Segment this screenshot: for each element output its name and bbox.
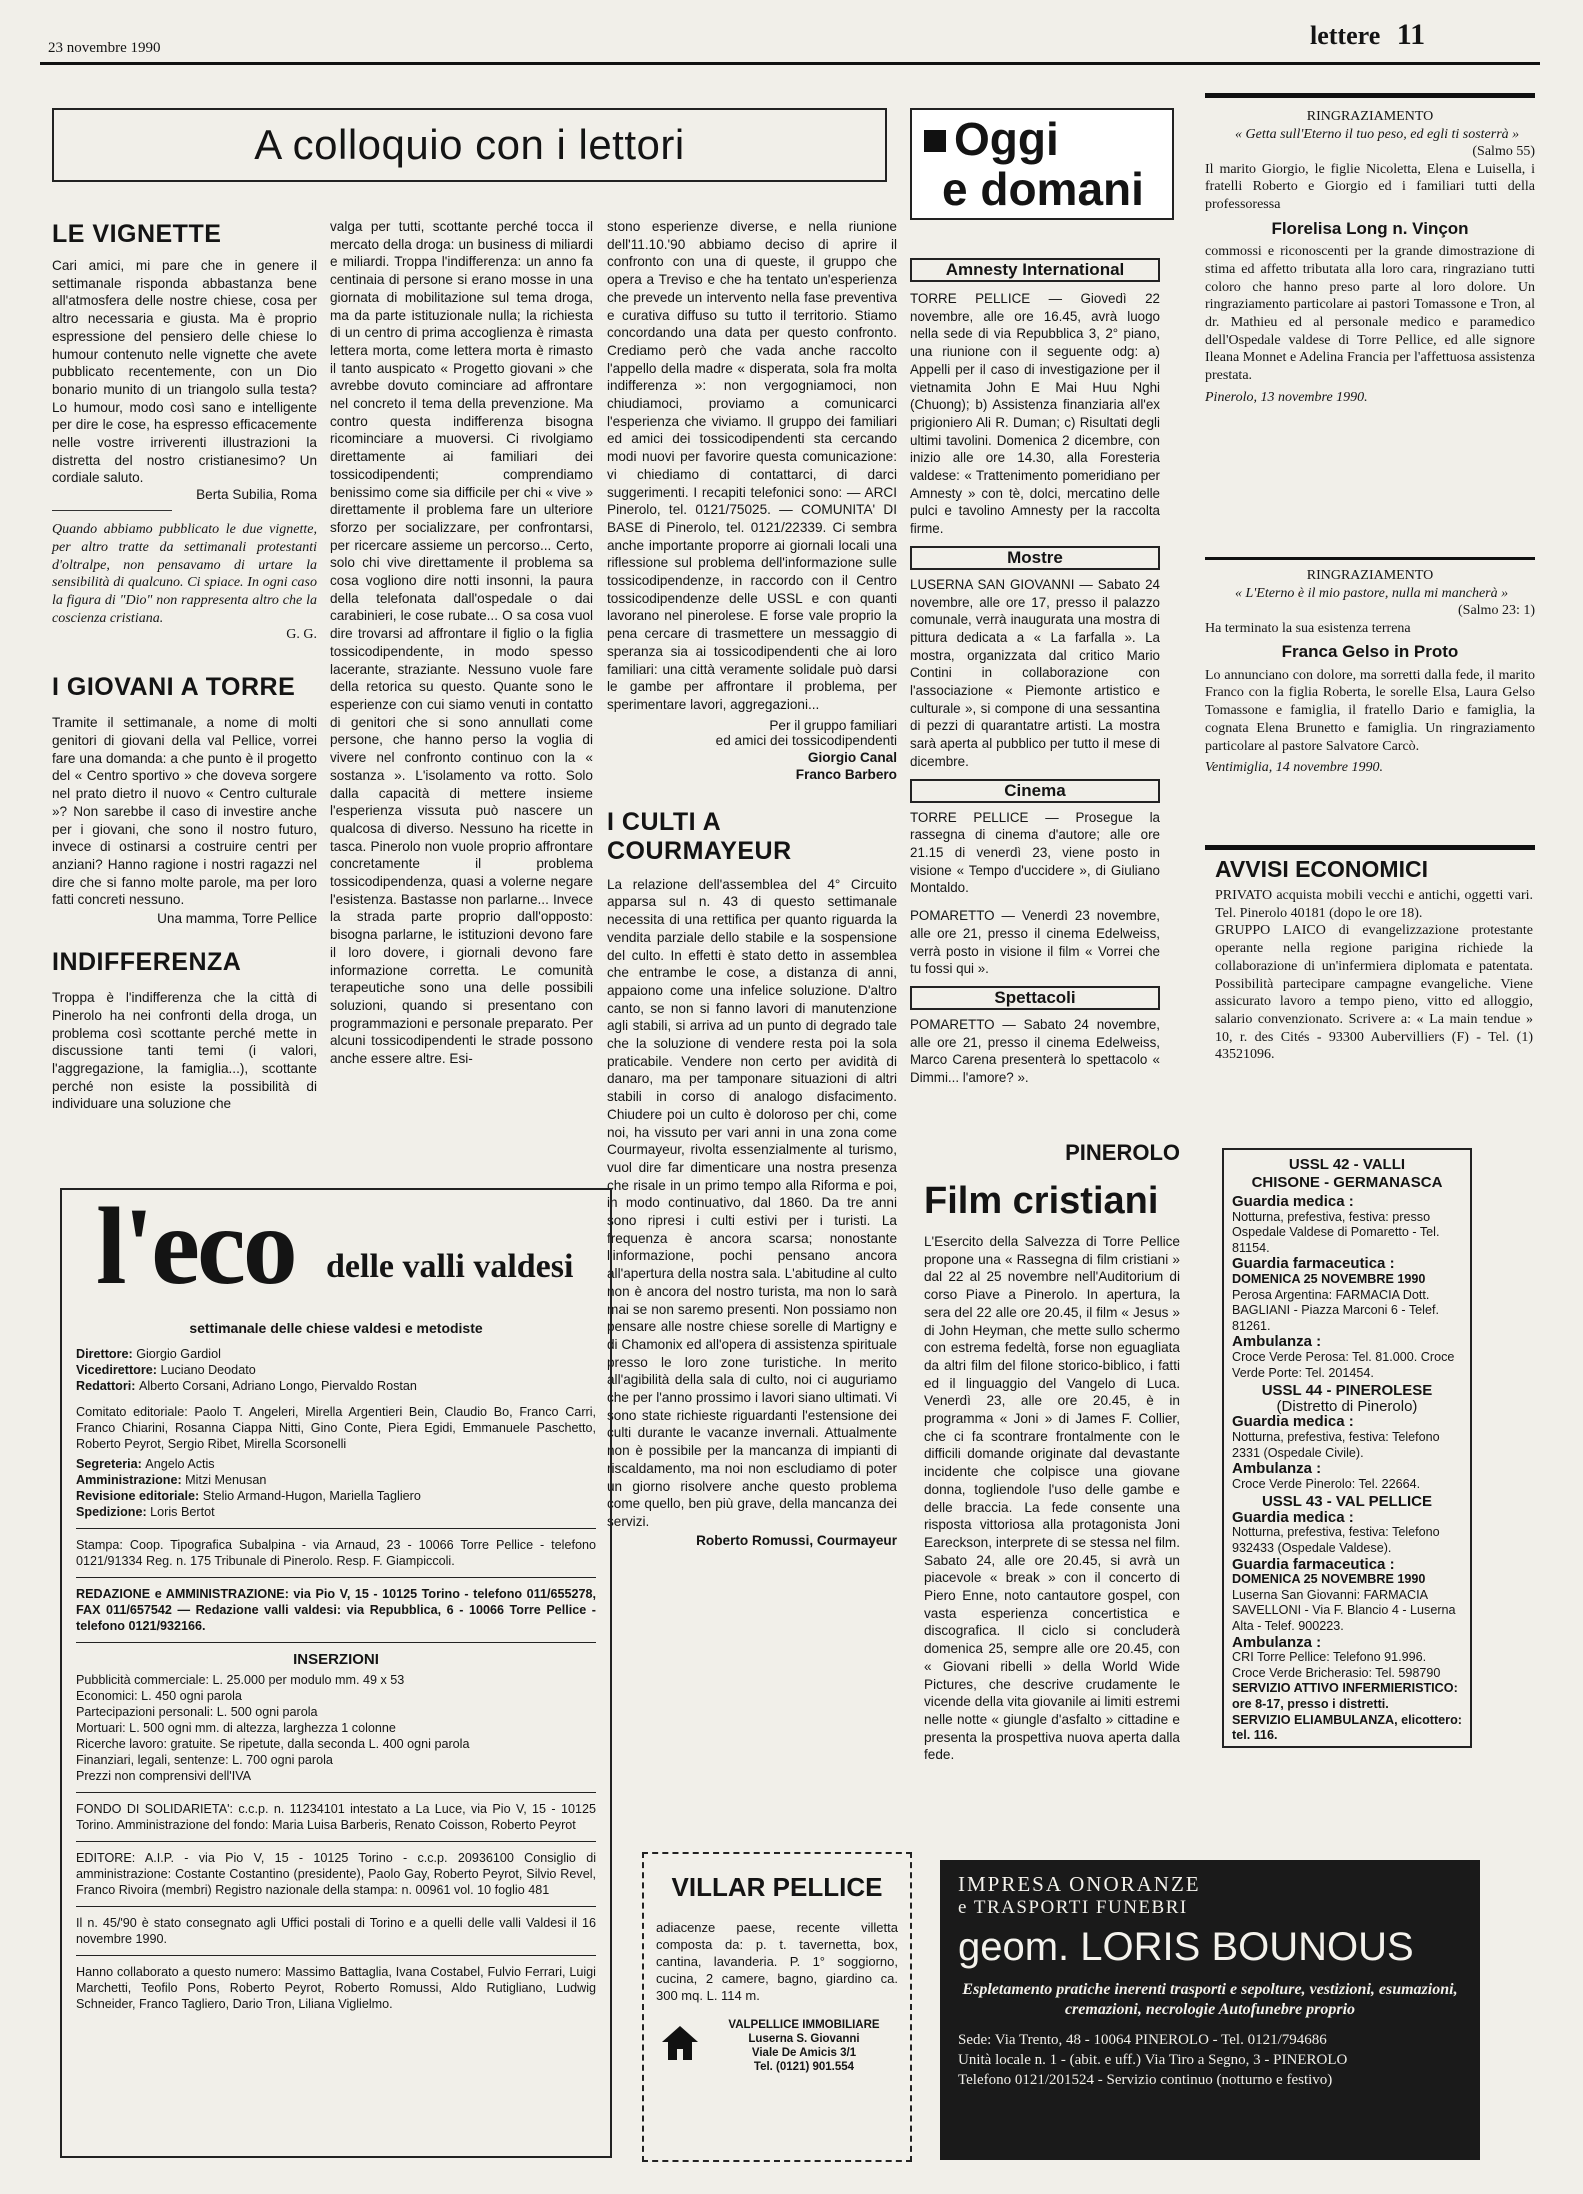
staff-role: Redattori: [76,1379,139,1393]
indifferenza-sig-2: ed amici dei tossicodipendenti [715,732,897,748]
inserzione-item: Pubblicità commerciale: L. 25.000 per modulo mm. 49 x 53 [76,1673,405,1687]
eco-staff-2 [76,1456,596,1520]
eco-divider [76,1642,596,1643]
indifferenza-sig-4: Franco Barbero [795,766,897,782]
ussl43-guardia-farm: Luserna San Giovanni: FARMACIA SAVELLONI - Via F. Blancio 4 - Luserna Alta - Telef. 900223. [1232,1587,1456,1634]
ussl42-ambulanza: Croce Verde Perosa: Tel. 81.000. Croce Verde Porte: Tel. 201454. [1232,1349,1455,1380]
vignette-text: Cari amici, mi pare che in genere il settimanale risponda abbastanza bene all'atmosfera delle nostre chiese, cosa per altro necessaria e giusta. Ma è proprio espressione del pensiero delle chiese lo humour contenuto nelle vignette che avete pubblicato recentemente, con un Dio bonario munito di un triangolo sulla testa? Lo humour, modo così sano e intelligente per dire le cose, ha espresso efficacemente nelle vostre irriverenti illustrazioni la distretta del nostro cristianesimo? Un cordiale saluto. [52,258,317,486]
inserzioni-title: INSERZIONI [293,1651,379,1668]
ussl43-guardia-medica: Notturna, prefestiva, festiva: Telefono 932433 (Ospedale Valdese). [1232,1525,1440,1556]
letters-column-3 [607,218,897,1548]
cinema-text-2: POMARETTO — Venerdì 23 novembre, alle ore 21, presso il cinema Edelweiss, verrà posto in visione il film « Vorrei che tu fossi qui ». [910,908,1160,977]
staff-row [76,1456,596,1472]
culti-title-2: COURMAYEUR [607,836,792,865]
inserzione-item: Mortuari: L. 500 ogni mm. di altezza, larghezza 1 colonne [76,1721,396,1735]
eco-logo-row [76,1185,596,1320]
indifferenza-text-2: valga per tutti, scottante perché tocca il mercato della droga: un business di miliardi e miliardi. Troppa l'indifferenza: un anno fa centinaia di persone si erano mosse in una giornata di mobilitazione sul tema droga, ma da parte istituzionale nulla; la richiesta di un centro di prima accoglienza è rimasta lettera morta, come lettera morta è rimasto il tanto auspicato « Progetto giovani » che avrebbe dovuto cominciare ad affrontare nel concreto il tema della prevenzione. Ma contro questa indifferenza bisogna ricominciare a muoversi. Ci rivolgiamo direttamente ai familiari dei tossicodipendenti; comprendiamo benissimo come sia difficile per chi « vive » direttamente il problema fare un ulteriore sforzo per socializzare, per confrontarsi, per ricercare assieme un percorso... Certo, solo chi vive direttamente il problema sa cosa vogliono dire notti insonni, la paura della telefonata dall'ospedale o dai carabinieri, le cose rubate... O sa cosa vuol dire trovarsi ad affrontare il figlio o la figlia tossicodipendente, in modo spesso lacerante, straziante. Nessuno vuole fare della retorica su questo. Quante sono le esperienze con cui siamo venuti in contatto di genitori che si sono annullati come persone, che hanno perso la voglia di vivere nel confronto continuo con la « sostanza ». L'isolamento va rotto. Solo dalla capacità di mettere insieme l'esperienza vissuta può nascere un qualcosa di diverso. Nessuno ha ricette in tasca. Pinerolo non vuole proprio affrontare concretamente il problema tossicodipendenza, quasi a volerne negare l'esistenza. Bastasse non parlarne... Invece la strada parte proprio dall'opposto: bisogna parlarne, le istituzioni devono fare il loro dovere, i giornali devono fare informazione corretta. Le comunità terapeutiche sono una delle possibili soluzioni, quando si presentano con programmazioni e personale preparato. Per alcuni tossicodipendenti le strade possono anche essere altre. Esi- [330,219,593,1067]
inserzione-item: Ricerche lavoro: gratuite. Se ripetute, dalla seconda L. 400 ogni parola [76,1737,470,1751]
villar-title: VILLAR PELLICE [671,1872,883,1902]
ring2-place: Ventimiglia, 14 novembre 1990. [1205,760,1383,776]
house-icon [656,2018,704,2066]
avvisi-economici [1215,856,1533,1064]
inserzione-item: Finanziari, legali, sentenze: L. 700 ogni parola [76,1753,333,1767]
staff-row [76,1472,596,1488]
staff-role: Vicedirettore: [76,1363,161,1377]
culti-text: La relazione dell'assemblea del 4° Circuito apparsa sul n. 43 di questo settimanale necessita di una rettifica per quanto riguarda la vendita parziale dello stabile e la sospensione del culto. In effetti è stato detto in assemblea che entrambe le cose, a distanza di anni, appaiono come una infelice soluzione. D'altro canto, se non si fanno lavori di manutenzione agli stabili, si arriva ad un punto di degrado tale che la soluzione di vendere resta poi la sola praticabile. Vendere non certo per avidità di danaro, ma per tamponare situazioni di altri stabili in corso di analogo disfacimento. Chiudere poi un culto è doloroso per chi, come noi, ha vissuto per vari anni in una zona come Courmayeur, rivolta essenzialmente al turismo, vuol dire far dimenticare una nostra presenza che risale in un primo tempo alla Riforma e poi, in modo continuativo, dal 1860. Da tre anni sono ripresi i culti estivi per i turisti. La frequenza è ancora scarsa; nonostante l'informazione, pochi pensano ancora all'apertura della nostra sala. L'abitudine al culto non è ancora del nostro turista, ma non lo sarà mai se non saremo presenti. Non possiamo non pensare alle nostre chiese sorelle di Martigny e di Chamonix ed all'opera di assistenza spirituale presso le loro zone turistiche. In merito all'agibilità della sala di culto, noi ci auguriamo che per l'anno prossimo i lavori siano ultimati. Vi sono state richieste riguardanti l'estensione dei culti durante le vacanze invernali. Attualmente non è possibile per la mancanza di impianti di riscaldamento, ma noi non escludiamo di poter un giorno risolvere anche questo problema come quello, ben più grave, della mancanza dei servizi. [607,876,897,1529]
villar-tel: Tel. (0121) 901.554 [753,2061,855,2073]
ussl43-guardia-medica-title: Guardia medica : [1232,1508,1354,1526]
section-title [1310,18,1425,52]
eco-consegnato: Il n. 45/'90 è stato consegnato agli Uffici postali di Torino e a quelli delle valli Valdesi il 16 novembre 1990. [76,1916,596,1946]
staff-names: Stelio Armand-Hugon, Mariella Tagliero [202,1489,421,1503]
indifferenza-sig-1: Per il gruppo familiari [769,717,897,733]
giovani-signature: Una mamma, Torre Pellice [157,911,317,927]
ring1-verse: « Getta sull'Eterno il tuo peso, ed egli ti sosterrà » [1235,126,1520,142]
indifferenza-title: INDIFFERENZA [52,948,242,977]
vignette-reply: Quando abbiamo pubblicato le due vignette, per altro tratte da settimanali protestanti d'oltralpe, non pensavamo di urtare la sensibilità di qualcuno. Ci spiace. In ogni caso la figura di "Dio" non rappresenta altro che la coscienza cristiana. [52,522,317,626]
staff-names: Luciano Deodato [160,1363,256,1377]
eco-staff [76,1346,596,1394]
ussl42-guardia-farm-title: Guardia farmaceutica : [1232,1255,1395,1273]
letters-column-1 [52,220,317,1113]
culti-signature: Roberto Romussi, Courmayeur [696,1532,897,1548]
ringraziamento-2 [1205,567,1535,777]
villar-text: adiacenze paese, recente villetta composta da: p. t. tavernetta, box, cantina, lavanderia. P. 1° soggiorno, cucina, 2 camere, bagno, giardino ca. 300 mq. L. 114 m. [656,1920,898,2003]
staff-row [76,1362,596,1378]
eco-comitato: Comitato editoriale: Paolo T. Angeleri, Mirella Argentieri Bein, Claudio Bo, Franco Carri, Franco Chiarini, Rosanna Ciappa Nitti, Gino Conte, Piera Egidi, Emmanuele Paschetto, Roberto Peyrot, Sergio Ribet, Mirella Scorsonelli [76,1405,596,1451]
eco-divider [76,1528,596,1529]
villar-ad [642,1852,912,2162]
ringraziamento-1 [1205,108,1535,406]
ussl42-guardia-farm: Perosa Argentina: FARMACIA Dott. BAGLIANI - Piazza Marconi 6 - Telef. 81261. [1232,1287,1439,1333]
ussl44-ambulanza: Croce Verde Pinerolo: Tel. 22664. [1232,1476,1421,1491]
eco-stampa: Stampa: Coop. Tipografica Subalpina - via Arnaud, 23 - 10066 Torre Pellice - telefono 0121/91334 Reg. n. 175 Tribunale di Pinerolo. Resp. F. Giampiccoli. [76,1538,596,1568]
giovani-text: Tramite il settimanale, a nome di molti genitori di giovani della val Pellice, vorrei fare una domanda: a che punto è il progetto del « Centro sportivo » che doveva sorgere nel prato dietro il nuovo « Centro culturale »? Non sarebbe il caso di investire anche per i giovani, che sono il nostro futuro, invece di ostinarsi a costruire centri per anziani? Hanno ragione i nostri ragazzi nel dire che si fanno molte parole, ma per loro fatti concreti nessuno. [52,715,317,908]
ring1-ref: (Salmo 55) [1472,144,1535,159]
pinerolo-label: PINEROLO [1065,1140,1180,1165]
pinerolo-section [924,1140,1180,1764]
servizio-infermieristico: SERVIZIO ATTIVO INFERMIERISTICO: ore 8-17, presso i distretti. [1232,1681,1458,1711]
page-date: 23 novembre 1990 [48,40,161,56]
domani-title: e domani [942,163,1144,215]
staff-role: Spedizione: [76,1505,151,1519]
culti-title-1: I CULTI A [607,807,722,836]
ring1-name: Florelisa Long n. Vinçon [1271,218,1469,238]
indifferenza-text-3: stono esperienze diverse, e nella riunione dell'11.10.'90 abbiamo deciso di aprire il confronto con una di queste, il gruppo che opera a Treviso e che ha tentato un'esperienza che prevede un intervento nella fase preventiva e curativa diffuso su tutto il territorio. Stiamo concordando una data per questo confronto. Crediamo però che vada anche raccolto l'appello della madre « disperata, sola fra molta indifferenza »: non vergogniamoci, non chiudiamoci, proviamo a comunicarci l'esperienza che viviamo. Il gruppo dei familiari ed amici dei tossicodipendenti sta cercando modi nuovi per favorire questa comunicazione: vi chiediamo di contattarci, di darci suggerimenti. I recapiti telefonici sono: — ARCI Pinerolo, tel. 0121/75025. — COMUNITA' DI BASE di Pinerolo, tel. 0121/22339. Ci sembra anche importante proporre ai giornali locali una riflessione sul problema dell'informazione sulle tossicodipendenze, in raccordo con il Centro tossicodipendenze delle USSL e con quanti lavorano nel pinerolese. E forse vale proprio la pena cercare di trasmettere un messaggio di speranza sia ai tossicodipendenti che ai loro familiari: una città veramente solidale può darsi le gambe per affrontare il problema, per sperimentare lavori, aggregazioni... [607,219,897,712]
vignette-title: LE VIGNETTE [52,220,222,248]
ussl44-guardia-medica: Notturna, prefestiva, festiva: Telefono 2331 (Ospedale Civile). [1232,1429,1440,1460]
eco-divider [76,1841,596,1842]
staff-row [76,1488,596,1504]
ussl42-guardia-medica: Notturna, prefestiva, festiva: presso Ospedale Valdese di Pomaretto - Tel. 81154. [1232,1209,1440,1255]
eco-divider [76,1792,596,1793]
right-top-rule [1205,93,1535,98]
ussl42-guardia-farm-date: DOMENICA 25 NOVEMBRE 1990 [1232,1271,1426,1286]
ring2-text1: Ha terminato la sua esistenza terrena [1205,620,1411,636]
ussl-box [1222,1148,1472,1748]
villar-addr2: Viale De Amicis 3/1 [751,2047,857,2059]
film-cristiani-text: L'Esercito della Salvezza di Torre Pellice propone una « Rassegna di film cristiani » dal 22 al 25 novembre nell'Auditorium di corso Piave a Pinerolo. In apertura, la sera del 22 alle ore 20.45, il film « Jesus » di John Heyman, che mette sullo schermo con estrema fedeltà, forse non eguagliata da altri film del filone storico-biblico, i fatti ed il linguaggio del Vangelo di Luca. Venerdì 23, alle ore 20.45, è in programma « Joni » di James F. Collier, che ci fa scontrare frontalmente con le difficili domande originate dal devastante incidente che colpisce una giovane donna, togliendole l'uso delle gambe e delle braccia. La fede consente una risposta vittoriosa alla protagonista Joni Eareckson, interprete di se stessa nel film. Sabato 24, alle ore 20.45, si avrà un piacevole « break » con il concerto di Piero Enne, noto cantautore gospel, con vasta esperienza concertistica e discografica. Il ciclo si concluderà domenica 25, sempre alle ore 20.45, con « Giovani ribelli » della World Wide Pictures, che descrive crudamente le vicende della vita giovanile ai limiti estremi nelle notte « giungle d'asfalto » cittadine e presenta la prospettiva nuova aperta dalla fede. [924,1234,1180,1763]
eco-redazione: REDAZIONE e AMMINISTRAZIONE: via Pio V, 15 - 10125 Torino - telefono 011/655278, FAX 011/657542 — Redazione valli valdesi: via Repubblica, 6 - 10066 Torre Pellice - telefono 0121/932166. [76,1587,596,1633]
staff-role: Direttore: [76,1347,137,1361]
ussl44-line1: USSL 44 - PINEROLESE [1261,1382,1433,1400]
header-rule [40,62,1540,65]
eco-logo-sub: delle valli valdesi [326,1248,574,1285]
oggi-domani-column [910,258,1160,1087]
inserzioni-list [76,1672,596,1784]
oggi-title: Oggi [954,113,1059,165]
avvisi-text-1: PRIVATO acquista mobili vecchi e antichi, oggetti vari. Tel. Pinerolo 40181 (dopo le ore 18). [1215,888,1533,921]
ring1-place: Pinerolo, 13 novembre 1990. [1205,389,1368,405]
cinema-text-1: TORRE PELLICE — Prosegue la rassegna di cinema d'autore; alle ore 21.15 di venerdì 23, viene posto in visione « Tempo d'uccidere », di Giuliano Montaldo. [910,809,1160,896]
eco-collaborato: Hanno collaborato a questo numero: Massimo Battaglia, Ivana Costabel, Fulvio Ferrari, Luigi Marchetti, Teofilo Pons, Roberto Peyrot, Roberto Romussi, Aldo Rutigliano, Ludwig Schneider, Franco Tagliero, Dario Tron, Liliana Viglielmo. [76,1965,596,2011]
mostre-bar: Mostre [910,546,1160,570]
loris-ad [940,1860,1480,2160]
ring1-text1: Il marito Giorgio, le figlie Nicoletta, Elena e Luisella, i fratelli Roberto e Giorgio ed i familiari tutti della professoressa [1205,161,1535,212]
ring2-verse: « L'Eterno è il mio pastore, nulla mi mancherà » [1235,585,1509,601]
mostre-text: LUSERNA SAN GIOVANNI — Sabato 24 novembre, alle ore 17, presso il palazzo comunale, verrà inaugurata una mostra di pittura dedicata a « La farfalla ». La mostra, organizzata dal critico Mario Contini in collaborazione con l'associazione « Piemonte artistico e culturale », si compone di una sessantina di pezzi di quarantatre artisti. La mostra sarà aperta al pubblico per tutto il mese di dicembre. [910,576,1160,769]
ussl42-ambulanza-title: Ambulanza : [1232,1333,1322,1351]
letters-column-2 [330,218,593,1068]
loris-unita: Unità locale n. 1 - (abit. e uff.) Via Tiro a Segno, 3 - PINEROLO [958,2052,1348,2068]
page-number: 11 [1396,18,1426,51]
staff-role: Segreteria: [76,1457,146,1471]
ussl43-ambulanza-title: Ambulanza : [1232,1633,1322,1651]
inserzione-item: Partecipazioni personali: L. 500 ogni parola [76,1705,318,1719]
vignette-signature: Berta Subilia, Roma [196,487,317,503]
cinema-bar: Cinema [910,779,1160,803]
ussl42-line1: USSL 42 - VALLI [1288,1156,1406,1173]
ussl42-line2: CHISONE - GERMANASCA [1251,1174,1443,1191]
avvisi-rule [1205,845,1535,850]
ring2-ref: (Salmo 23: 1) [1458,603,1535,618]
vignette-reply-signature: G. G. [286,627,317,643]
villar-agency-row [656,2018,898,2074]
loris-line1: IMPRESA ONORANZE [958,1872,1201,1896]
eco-tagline: settimanale delle chiese valdesi e metodiste [189,1320,483,1336]
loris-name: geom. LORIS BOUNOUS [958,1925,1414,1969]
ussl44-line2: (Distretto di Pinerolo) [1276,1397,1418,1415]
indifferenza-text-1: Troppa è l'indifferenza che la città di Pinerolo ha nei confronti della droga, un problema così scottante perché mette in discussione tanti temi (i valori, l'aggregazione, la famiglia...), scottante perché non esiste la possibilità di individuare una soluzione che [52,990,317,1112]
eco-editore: EDITORE: A.I.P. - via Pio V, 15 - 10125 Torino - c.c.p. 20936100 Consiglio di amministrazione: Costante Costantino (presidente), Paolo Gay, Roberto Peyrot, Silvio Revel, Franco Rivoira (membri) Registro nazionale della stampa: n. 00961 vol. 10 foglio 481 [76,1851,596,1897]
loris-line2: e TRASPORTI FUNEBRI [958,1897,1188,1918]
eco-divider [76,1955,596,1956]
spettacoli-bar: Spettacoli [910,986,1160,1010]
ring1-text2: commossi e riconoscenti per la grande dimostrazione di stima ed affetto tributata alla loro cara, ringraziano tutti coloro che hanno preso parte al loro dolore. Un ringraziamento particolare ai pastori Tomassone e Tron, al dr. Mathieu ed al personale medico e paramedico dell'Ospedale valdese di Torre Pellice, ed alle signore Ileana Monnet e Adelina Francia per l'affettuosa assistenza prestata. [1205,244,1535,384]
avvisi-title: AVVISI ECONOMICI [1215,856,1428,882]
ussl43-line1: USSL 43 - VAL PELLICE [1261,1493,1433,1511]
colloquio-title-box [52,108,887,182]
spettacoli-text: POMARETTO — Sabato 24 novembre, alle ore 21, presso il cinema Edelweiss, Marco Carena presenterà lo spettacolo « Dimmi... l'amore? ». [910,1016,1160,1086]
staff-row [76,1346,596,1362]
staff-role: Revisione editoriale: [76,1489,203,1503]
ring2-name: Franca Gelso in Proto [1281,642,1459,662]
film-cristiani-title: Film cristiani [924,1180,1159,1222]
inserzione-item: Economici: L. 450 ogni parola [76,1689,242,1703]
right-rule-2 [1205,557,1535,560]
staff-row [76,1504,596,1520]
ussl43-guardia-farm-date: DOMENICA 25 NOVEMBRE 1990 [1232,1572,1426,1587]
ussl43-ambulanza: CRI Torre Pellice: Telefono 91.996. Croce Verde Bricherasio: Tel. 598790 [1232,1650,1441,1680]
staff-names: Angelo Actis [145,1457,215,1471]
square-bullet-icon [924,130,946,152]
staff-names: Loris Bertot [150,1505,215,1519]
giovani-title: I GIOVANI A TORRE [52,673,296,702]
loris-sede: Sede: Via Trento, 48 - 10064 PINEROLO - Tel. 0121/794686 [958,2032,1327,2048]
villar-agency: VALPELLICE IMMOBILIARE [728,2019,880,2031]
staff-role: Amministrazione: [76,1473,186,1487]
ring2-title: RINGRAZIAMENTO [1306,568,1434,583]
eco-fondo: FONDO DI SOLIDARIETA': c.c.p. n. 11234101 intestato a La Luce, via Pio V, 15 - 10125 Torino. Amministrazione del fondo: Maria Luisa Barberis, Renato Coisson, Roberto Peyrot [76,1802,596,1832]
divider [52,510,172,511]
loris-desc: Espletamento pratiche inerenti trasporti e sepolture, vestizioni, esumazioni, cremazioni, necrologie Autofunebre proprio [962,1981,1458,2018]
inserzione-item: Prezzi non comprensivi dell'IVA [76,1769,252,1783]
eco-divider [76,1577,596,1578]
villar-addr1: Luserna S. Giovanni [748,2033,860,2045]
ussl44-ambulanza-title: Ambulanza : [1232,1460,1322,1478]
ussl44-guardia-medica-title: Guardia medica : [1232,1413,1354,1431]
eco-masthead-box [60,1185,612,2158]
ussl42-guardia-medica-title: Guardia medica : [1232,1193,1354,1210]
staff-row [76,1378,596,1394]
ring2-text2: Lo annunciano con dolore, ma sorretti dalla fede, il marito Franco con la figlia Roberta, le sorelle Elsa, Laura Gelso Tomassone e famiglia, il fratello Dario e famiglia, la cognata Elena Brunetto e famiglia. Un ringraziamento particolare al pastore Salvatore Carcò. [1205,667,1535,754]
staff-names: Alberto Corsani, Adriano Longo, Piervaldo Rostan [138,1379,417,1393]
colloquio-title: A colloquio con i lettori [254,121,685,168]
amnesty-bar: Amnesty International [910,258,1160,282]
eco-divider [76,1906,596,1907]
section-name: lettere [1310,21,1381,50]
avvisi-text-2: GRUPPO LAICO di evangelizzazione protestante operante nella regione parigina richiede la collaborazione di un'infermiera diplomata e patentata. Possibilità partecipare campagne evangeliche. Viene assicurato lavoro a tempo pieno, vitto ed alloggio, salario convenzionato. Scrivere a: « La main tendue » 10, r. des Cités - 93300 Aubervilliers (F) - Tel. (1) 43521096. [1215,923,1533,1063]
servizio-eliambulanza: SERVIZIO ELIAMBULANZA, elicottero: tel. 116. [1232,1712,1462,1743]
oggi-domani-box [910,108,1174,220]
eco-logo: l'eco [96,1185,295,1307]
loris-tel: Telefono 0121/201524 - Servizio continuo (notturno e festivo) [958,2072,1333,2088]
ussl43-guardia-farm-title: Guardia farmaceutica : [1232,1555,1395,1573]
indifferenza-sig-3: Giorgio Canal [807,749,897,765]
amnesty-text: TORRE PELLICE — Giovedì 22 novembre, alle ore 16.45, avrà luogo nella sede di via Repubblica 3, 2° piano, una riunione con il seguente odg: a) Appelli per il caso di investigazione per il vietnamita John E Mai Huu Nghi (Chuong); b) Assistenza finanziaria all'ex prigioniero Ali R. Duman; c) Risultati degli ultimi tavolini. Domenica 2 dicembre, con inizio alle ore 14.30, alla Foresteria valdese: « Trattenimento pomeridiano per Amnesty » con tè, dolci, mercatino delle pulci e tavolino Amnesty per la raccolta firme. [910,291,1160,537]
ring1-title: RINGRAZIAMENTO [1306,109,1434,124]
staff-names: Giorgio Gardiol [136,1347,221,1361]
staff-names: Mitzi Menusan [185,1473,267,1487]
